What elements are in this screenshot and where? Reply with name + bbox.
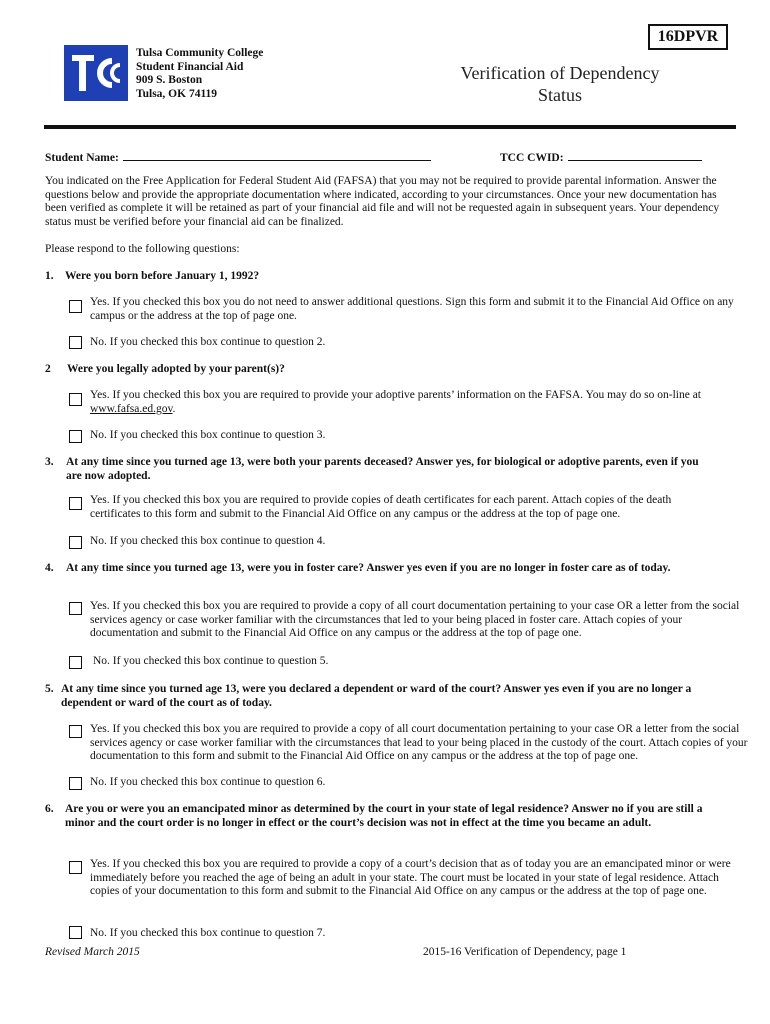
q3-yes-checkbox[interactable] <box>69 497 82 510</box>
student-name-field <box>45 148 431 166</box>
address-line: 909 S. Boston <box>136 74 203 86</box>
q2-no-checkbox[interactable] <box>69 430 82 443</box>
question-1-number: 1. <box>45 270 54 282</box>
form-title <box>425 62 695 106</box>
cwid-label: TCC CWID: <box>500 152 564 164</box>
q5-yes-checkbox[interactable] <box>69 725 82 738</box>
cwid-input[interactable] <box>568 149 702 161</box>
q5-no-text: No. If you checked this box continue to question 6. <box>90 776 326 788</box>
header-divider <box>44 125 736 129</box>
q5-no-checkbox[interactable] <box>69 777 82 790</box>
q4-yes-text: Yes. If you checked this box you are required to provide a copy of all court documentation pertaining to your case OR a letter from the social services agency or case worker familiar with the circumstances that led to your being placed in foster care. Attach copies of your documentation and submit to the Financial Aid Office on any campus or the address at the top of page one. <box>90 600 740 640</box>
q6-no-text: No. If you checked this box continue to question 7. <box>90 927 326 939</box>
question-4-number: 4. <box>45 562 54 574</box>
revision-date: Revised March 2015 <box>45 946 140 958</box>
q2-no-text: No. If you checked this box continue to question 3. <box>90 429 326 441</box>
question-6-text: Are you or were you an emancipated minor as determined by the court in your state of legal residence? Answer no if you are still a minor and the court order is no longer in effect or the court’s decision was not in effect at the time you became an adult. <box>65 803 703 829</box>
tcc-logo <box>64 45 128 101</box>
title-line-2: Status <box>537 85 582 105</box>
period: . <box>172 402 176 415</box>
instructions-prompt: Please respond to the following questions: <box>45 243 240 255</box>
q3-no-text: No. If you checked this box continue to question 4. <box>90 535 326 547</box>
question-5-number: 5. <box>45 683 54 695</box>
q1-no-text: No. If you checked this box continue to question 2. <box>90 336 326 348</box>
fafsa-link[interactable]: www.fafsa.ed.gov <box>90 402 173 415</box>
address-line: Student Financial Aid <box>136 60 244 73</box>
form-code-box: 16DPVR <box>648 24 728 50</box>
question-4-text: At any time since you turned age 13, were you in foster care? Answer yes even if you are no longer in foster care as of today. <box>66 562 671 574</box>
q6-yes-checkbox[interactable] <box>69 861 82 874</box>
q6-no-checkbox[interactable] <box>69 926 82 939</box>
q1-yes-text: Yes. If you checked this box you do not need to answer additional questions. Sign this form and submit it to the Financial Aid Office on any campus or the address at the top of page one. <box>90 296 734 322</box>
q2-yes-checkbox[interactable] <box>69 393 82 406</box>
intro-paragraph: You indicated on the Free Application for Federal Student Aid (FAFSA) that you may not be required to provide parental information. Answer the questions below and provide the appropriate documentation where indicated, according to your circumstances. Once your new documentation has been verified as complete it will be retained as part of your financial aid file and will not be requested again in subsequent years. Your dependency status must be verified before your financial aid can be finalized. <box>45 175 720 228</box>
q3-no-checkbox[interactable] <box>69 536 82 549</box>
address-line: Tulsa Community College <box>136 47 264 59</box>
q5-yes-text: Yes. If you checked this box you are required to provide a copy of all court documentation pertaining to your case OR a letter from the social services agency or case worker familiar with the circumstances that lead to your being placed in the custody of the court. Attach copies of your documentation to this form and submit to the Financial Aid Office on any campus or the address at the top of page one. <box>90 723 748 763</box>
address-line: Tulsa, OK 74119 <box>136 87 218 100</box>
question-5-text: At any time since you turned age 13, were you declared a dependent or ward of the court? Answer yes even if you are no longer a dependent or ward of the court as of today. <box>61 683 692 709</box>
q6-yes-text: Yes. If you checked this box you are required to provide a copy of a court’s decision that as of today you are an emancipated minor or were immediately before you reached the age of being an adult in your state. The court must be located in your state of legal residence. Attach copies of your documentation to this form and submit to the Financial Aid Office on any campus or the address at the top of page one. <box>90 858 731 898</box>
q3-yes-text: Yes. If you checked this box you are required to provide copies of death certificates for each parent. Attach copies of the death certificates to this form and submit to the Financial Aid Office on any campus or the address at the top of page one. <box>90 494 672 520</box>
student-name-input[interactable] <box>123 149 431 161</box>
q2-yes-block <box>90 389 740 416</box>
q1-no-checkbox[interactable] <box>69 336 82 349</box>
question-2-number: 2 <box>45 363 51 375</box>
q4-no-checkbox[interactable] <box>69 656 82 669</box>
q4-no-text: No. If you checked this box continue to question 5. <box>93 655 329 667</box>
cwid-field <box>500 148 702 166</box>
question-6-number: 6. <box>45 803 54 815</box>
question-1-text: Were you born before January 1, 1992? <box>65 270 260 282</box>
question-3-number: 3. <box>45 456 54 468</box>
question-2-text: Were you legally adopted by your parent(s)? <box>67 363 285 375</box>
page-footer: 2015-16 Verification of Dependency, page 1 <box>423 946 627 958</box>
q4-yes-checkbox[interactable] <box>69 602 82 615</box>
title-line-1: Verification of Dependency <box>460 63 660 83</box>
q1-yes-checkbox[interactable] <box>69 300 82 313</box>
question-3-text: At any time since you turned age 13, were both your parents deceased? Answer yes, for biological or adoptive parents, even if you are now adopted. <box>66 456 699 482</box>
student-name-label: Student Name: <box>45 152 119 164</box>
college-address <box>136 47 263 101</box>
q2-yes-text: Yes. If you checked this box you are required to provide your adoptive parents’ information on the FAFSA. You may do so on-line at <box>90 389 701 401</box>
